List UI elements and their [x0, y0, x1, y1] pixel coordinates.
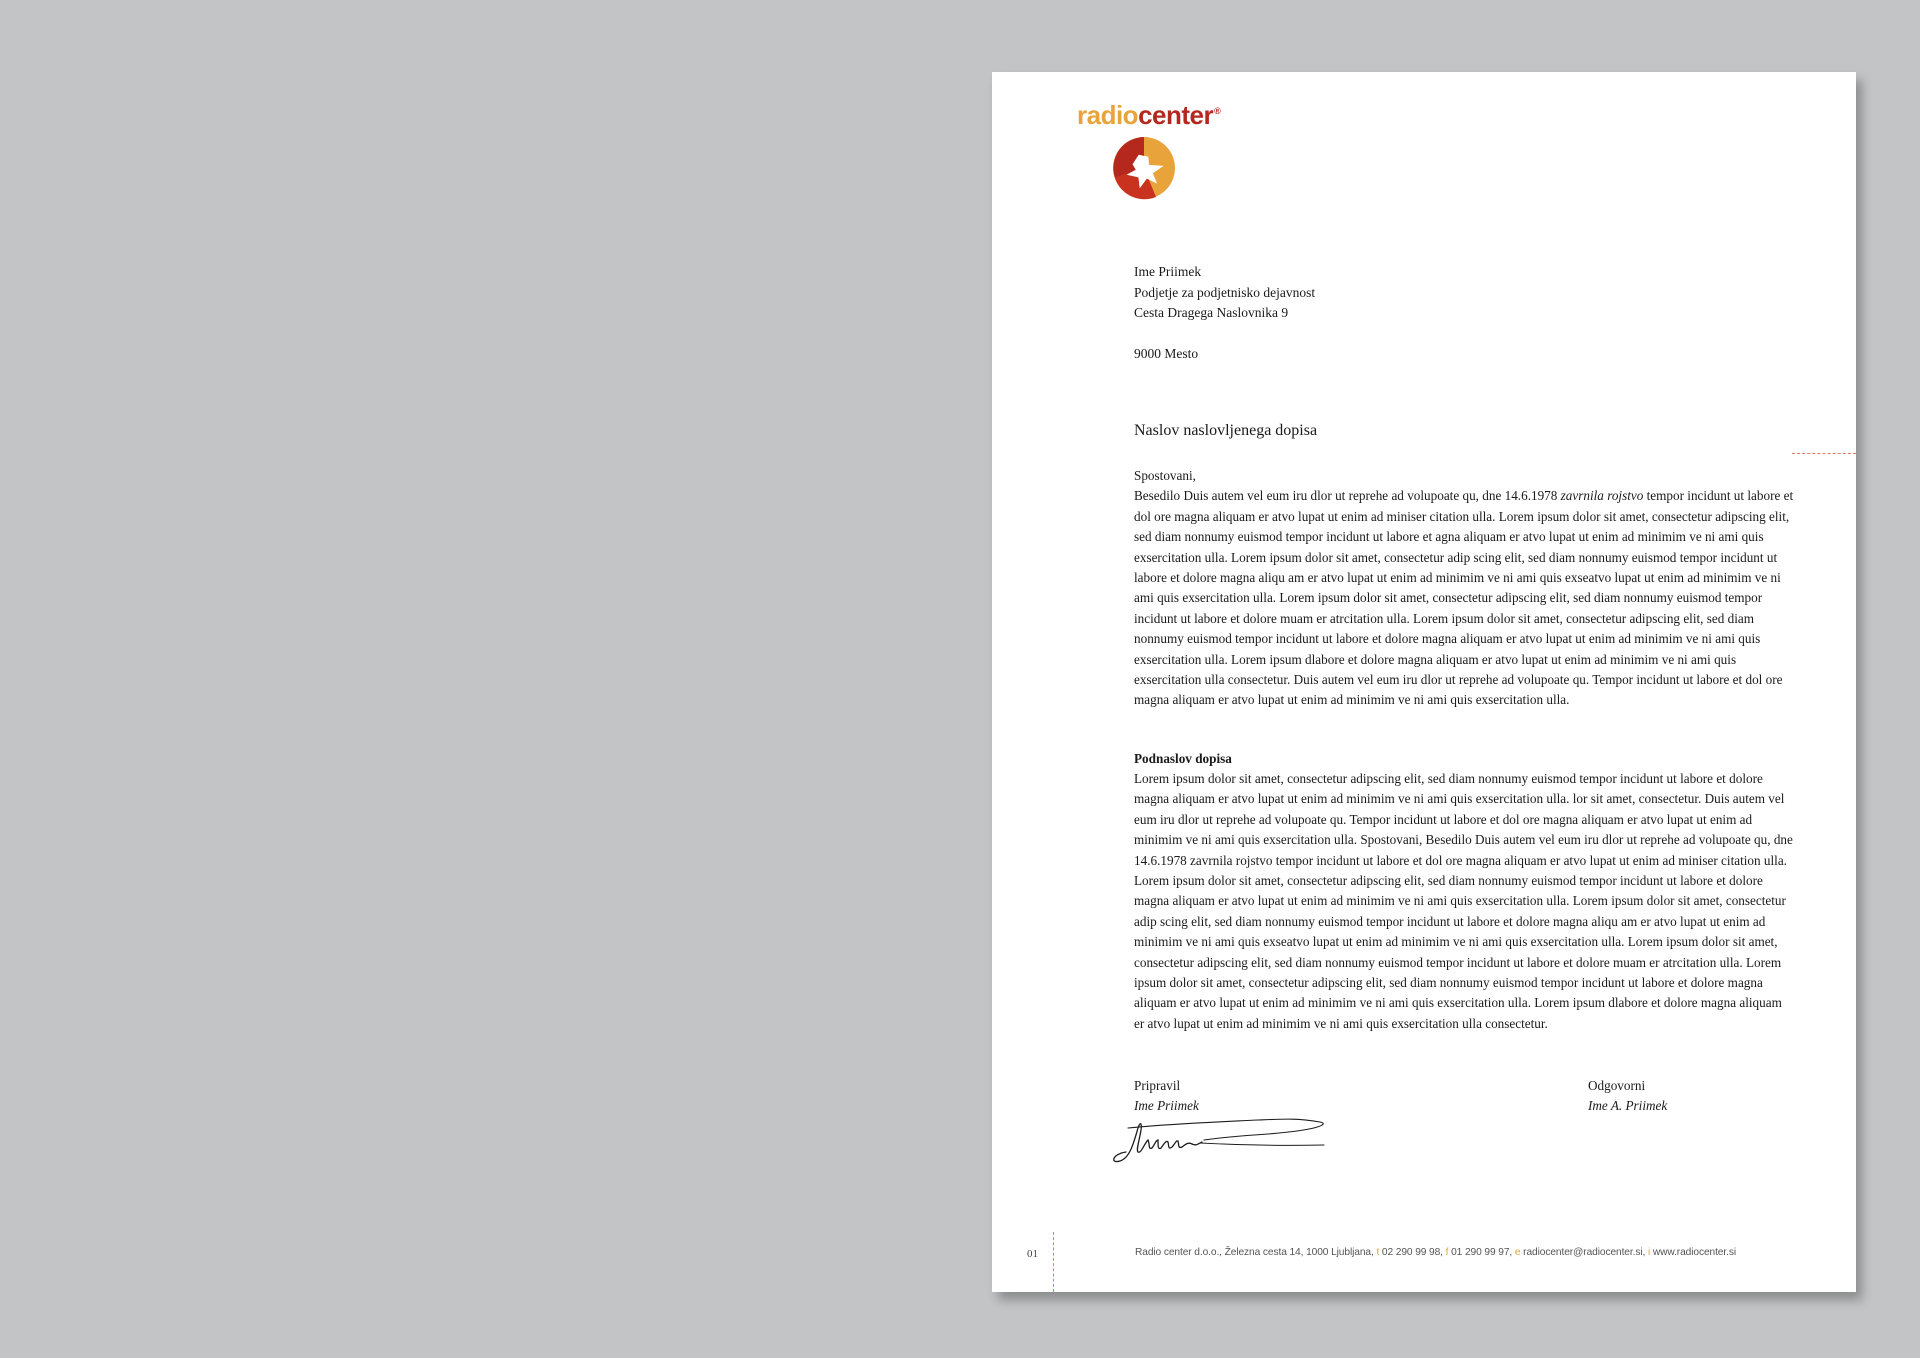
body1-italic-phrase: zavrnila rojstvo	[1560, 488, 1644, 504]
footer-guide-mark	[1053, 1232, 1054, 1292]
letter-body-first	[1134, 466, 1794, 711]
footer-web-key: i	[1647, 1247, 1651, 1258]
footer-email-key: e	[1514, 1247, 1521, 1258]
prepared-by-name: Ime Priimek	[1134, 1098, 1199, 1114]
brand-logo	[1077, 100, 1220, 131]
footer-fax: 01 290 99 97,	[1448, 1247, 1515, 1258]
footer-email: radiocenter@radiocenter.si,	[1520, 1247, 1648, 1258]
letterhead-page	[992, 72, 1856, 1292]
body-paragraph-2: Lorem ipsum dolor sit amet, consectetur adipscing elit, sed diam nonnumy euismod tempor incidunt ut labore et dolore magna aliquam er atvo lupat ut enim ad minimim ve ni ami quis exsercitation ulla. lor sit amet, consectetur. Duis autem vel eum iru dlor ut reprehe ad volupoate qu. Tempor incidunt ut labore et dol ore magna aliquam er atvo lupat ut enim ad minimim ve ni ami quis exsercitation ulla. Spostovani, Besedilo Duis autem vel eum iru dlor ut reprehe ad volupoate qu, dne 14.6.1978 zavrnila rojstvo tempor incidunt ut labore et dol ore magna aliquam er atvo lupat ut enim ad miniser citation ulla. Lorem ipsum dolor sit amet, consectetur adipscing elit, sed diam nonnumy euismod tempor incidunt ut labore et dolore magna aliquam er atvo lupat ut enim ad minimim ve ni ami quis exsercitation ulla. Lorem ipsum dolor sit amet, consectetur adip scing elit, sed diam nonnumy euismod tempor incidunt ut labore et dolore magna aliqu am er atvo lupat ut enim ad minimim ve ni ami quis exseatvo lupat ut enim ad minimim ve ni ami quis exsercitation ulla. Lorem ipsum dolor sit amet, consectetur adipscing elit, sed diam nonnumy euismod tempor incidunt ut labore et dolore muam er atrcitation ulla. Lorem ipsum dolor sit amet, consectetur adipscing elit, sed diam nonnumy euismod tempor incidunt ut labore et dolore magna aliquam er atvo lupat ut enim ad minimim ve ni ami quis exsercitation ulla. Lorem ipsum dlabore et dolore magna aliquam er atvo lupat ut enim ad minimim ve ni ami quis exsercitation ulla consectetur.	[1134, 771, 1793, 1031]
footer-company: Radio center d.o.o., Železna cesta 14, 1000 Ljubljana,	[1135, 1247, 1377, 1258]
recipient-street: Cesta Dragega Naslovnika 9	[1134, 305, 1289, 320]
recipient-company: Podjetje za podjetnisko dejavnost	[1134, 284, 1316, 300]
letter-subtitle: Podnaslov dopisa	[1134, 751, 1232, 766]
company-footer	[1135, 1247, 1736, 1258]
responsible-label: Odgovorni	[1588, 1078, 1646, 1093]
recipient-name: Ime Priimek	[1134, 264, 1202, 279]
fold-guide-mark	[1792, 453, 1856, 454]
body1-text-start: Besedilo Duis autem vel eum iru dlor ut reprehe ad volupoate qu, dne 14.6.1978	[1134, 488, 1561, 504]
responsible-name: Ime A. Priimek	[1588, 1098, 1668, 1114]
logo-word-center: center	[1138, 100, 1214, 130]
recipient-address	[1134, 262, 1315, 364]
registered-mark: ®	[1214, 106, 1221, 116]
footer-fax-key: f	[1445, 1247, 1449, 1258]
page-number: 01	[1027, 1248, 1038, 1260]
body1-text-end: tempor incidunt ut labore et dol ore magna aliquam er atvo lupat ut enim ad miniser citation ulla. Lorem ipsum dolor sit amet, consectetur adipscing elit, sed diam nonnumy euismod tempor incidunt ut labore et agna aliquam er atvo lupat ut enim ad minimim ve ni ami quis exsercitation ulla. Lorem ipsum dolor sit amet, consectetur adip scing elit, sed diam nonnumy euismod tempor incidunt ut labore et dolore magna aliqu am er atvo lupat ut enim ad minimim ve ni ami quis exseatvo lupat ut enim ad minimim ve ni ami quis exsercitation ulla. Lorem ipsum dolor sit amet, consectetur adipscing elit, sed diam nonnumy euismod tempor incidunt ut labore et dolore muam er atrcitation ulla. Lorem ipsum dolor sit amet, consectetur adipscing elit, sed diam nonnumy euismod tempor incidunt ut labore et dolore magna aliquam er atvo lupat ut enim ad minimim ve ni ami quis exsercitation ulla. Lorem ipsum dlabore et dolore magna aliquam er atvo lupat ut enim ad minimim ve ni ami quis exsercitation ulla consectetur. Duis autem vel eum iru dlor ut reprehe ad volupoate qu. Tempor incidunt ut labore et dol ore magna aliquam er atvo lupat ut enim ad minimim ve ni ami quis exsercitation ulla.	[1134, 488, 1794, 708]
recipient-city: 9000 Mesto	[1134, 345, 1199, 361]
footer-website: www.radiocenter.si	[1650, 1247, 1736, 1258]
signature-block-left	[1134, 1076, 1199, 1117]
letter-title: Naslov naslovljenega dopisa	[1134, 422, 1318, 439]
prepared-by-label: Pripravil	[1134, 1078, 1181, 1093]
greeting: Spostovani,	[1134, 468, 1196, 483]
logo-word-radio: radio	[1077, 100, 1139, 130]
handwritten-signature-icon	[1108, 1114, 1330, 1168]
footer-phone: 02 290 99 98,	[1379, 1247, 1446, 1258]
body-paragraph-1	[1134, 486, 1794, 710]
star-circle-emblem-icon	[1112, 136, 1176, 200]
signature-block-right	[1588, 1076, 1667, 1117]
footer-phone-key: t	[1376, 1247, 1380, 1258]
letter-body-second	[1134, 769, 1794, 1034]
